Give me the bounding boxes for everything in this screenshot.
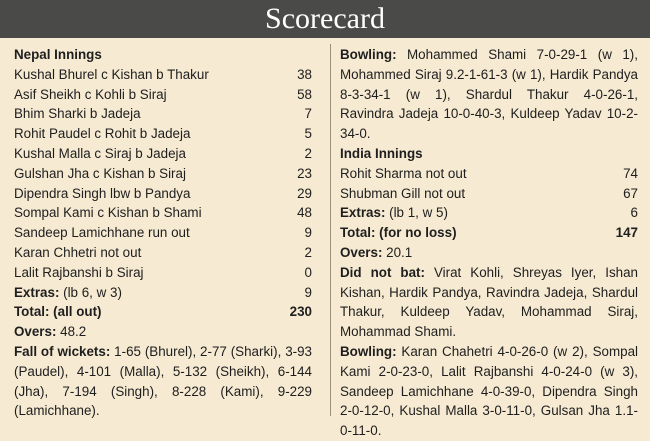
india-overs-row [340,243,638,263]
bowling-text: Karan Chahetri 4-0-26-0 (w 2), Sompal Kami 2-0-23-0, Lalit Rajbanshi 4-0-24-0 (w 3), Sandeep Lamichhane 4-0-39-0, Dipendra Singh 2-0-12-0, Kushal Malla 3-0-11-0, Gulsan Jha 1.1-0-11-0. [340,343,638,439]
india-innings-heading: India Innings [340,145,423,161]
total-value: 230 [289,304,312,320]
nepal-bowling-figures [340,342,638,441]
batsman-runs: 23 [297,165,312,181]
nepal-batting-list [14,65,312,283]
batsman-dismissal: Lalit Rajbanshi b Siraj [14,264,144,280]
extras-detail: (lb 6, w 3) [59,284,122,300]
batsman-dismissal: Sandeep Lamichhane run out [14,225,190,241]
bowling-label: Bowling: [340,47,397,62]
batting-row [340,164,638,184]
dnb-label: Did not bat: [340,264,425,280]
total-label: Total: (for no loss) [340,225,457,241]
overs-value: 48.2 [56,324,87,340]
nepal-total-row [14,302,312,322]
batsman-runs: 29 [297,185,312,201]
india-did-not-bat [340,263,638,342]
india-column [340,45,638,441]
total-label: Total: (all out) [14,304,102,320]
nepal-fall-of-wickets [14,342,312,421]
batsman-dismissal: Kushal Bhurel c Kishan b Thakur [14,66,209,82]
nepal-extras-row [14,283,312,303]
page-title: Scorecard [265,2,385,35]
batsman-runs: 7 [304,106,312,122]
extras-value: 9 [304,284,312,300]
batting-row [14,184,312,204]
batsman-dismissal: Sompal Kami c Kishan b Shami [14,205,202,221]
batsman-runs: 74 [623,165,638,181]
batsman-runs: 5 [304,126,312,142]
overs-label: Overs: [340,244,383,260]
batsman-runs: 58 [297,86,312,102]
extras-label: Extras: [14,284,60,300]
batsman-dismissal: Karan Chhetri not out [14,244,142,260]
batting-row [14,223,312,243]
india-batting-list [340,164,638,204]
extras-label: Extras: [340,205,386,221]
batting-row [14,144,312,164]
batsman-runs: 0 [304,264,312,280]
nepal-overs-row [14,322,312,342]
batsman-runs: 38 [297,66,312,82]
column-divider [330,44,331,416]
india-extras-row [340,203,638,223]
fow-text: 1-65 (Bhurel), 2-77 (Sharki), 3-93 (Paudel), 4-101 (Malla), 5-132 (Sheikh), 6-144 (Jha), 7-194 (Singh), 8-228 (Kami), 9-229 (Lamichhane). [14,343,312,419]
batsman-dismissal: Rohit Sharma not out [340,165,467,181]
batting-row [14,104,312,124]
batsman-runs: 67 [623,185,638,201]
batsman-dismissal: Gulshan Jha c Kishan b Siraj [14,165,186,181]
batsman-runs: 2 [304,145,312,161]
batting-row [14,164,312,184]
overs-value: 20.1 [382,244,413,260]
batsman-dismissal: Asif Sheikh c Kohli b Siraj [14,86,167,102]
batting-row [14,65,312,85]
nepal-innings-heading: Nepal Innings [14,47,102,62]
batsman-runs: 48 [297,205,312,221]
dnb-text: Virat Kohli, Shreyas Iyer, Ishan Kishan, Hardik Pandya, Ravindra Jadeja, Shardul Thakur, Kuldeep Yadav, Mohammad Siraj, Mohammad Shami. [340,264,639,340]
bowling-label: Bowling: [340,343,397,359]
batting-row [14,243,312,263]
batting-row [14,124,312,144]
batsman-dismissal: Dipendra Singh lbw b Pandya [14,185,191,201]
batting-row [14,85,312,105]
india-total-row [340,223,638,243]
overs-label: Overs: [14,324,57,340]
batting-row [340,184,638,204]
batsman-runs: 9 [304,225,312,241]
bowling-text: Mohammed Shami 7-0-29-1 (w 1), Mohammed Siraj 9.2-1-61-3 (w 1), Hardik Pandya 8-3-34-1 (w 1), Shardul Thakur 4-0-26-1, Ravindra Jadeja 10-0-40-3, Kuldeep Yadav 10-2-34-0. [340,47,638,142]
fow-label: Fall of wickets: [14,343,111,359]
total-value: 147 [615,225,638,241]
extras-detail: (lb 1, w 5) [385,205,448,221]
batsman-dismissal: Rohit Paudel c Rohit b Jadeja [14,126,191,142]
batsman-runs: 2 [304,244,312,260]
batsman-dismissal: Bhim Sharki b Jadeja [14,106,141,122]
batting-row [14,263,312,283]
extras-value: 6 [630,205,638,221]
batsman-dismissal: Kushal Malla c Siraj b Jadeja [14,145,186,161]
batsman-dismissal: Shubman Gill not out [340,185,466,201]
nepal-innings-column [14,45,312,421]
india-bowling-figures [340,45,638,144]
batting-row [14,203,312,223]
